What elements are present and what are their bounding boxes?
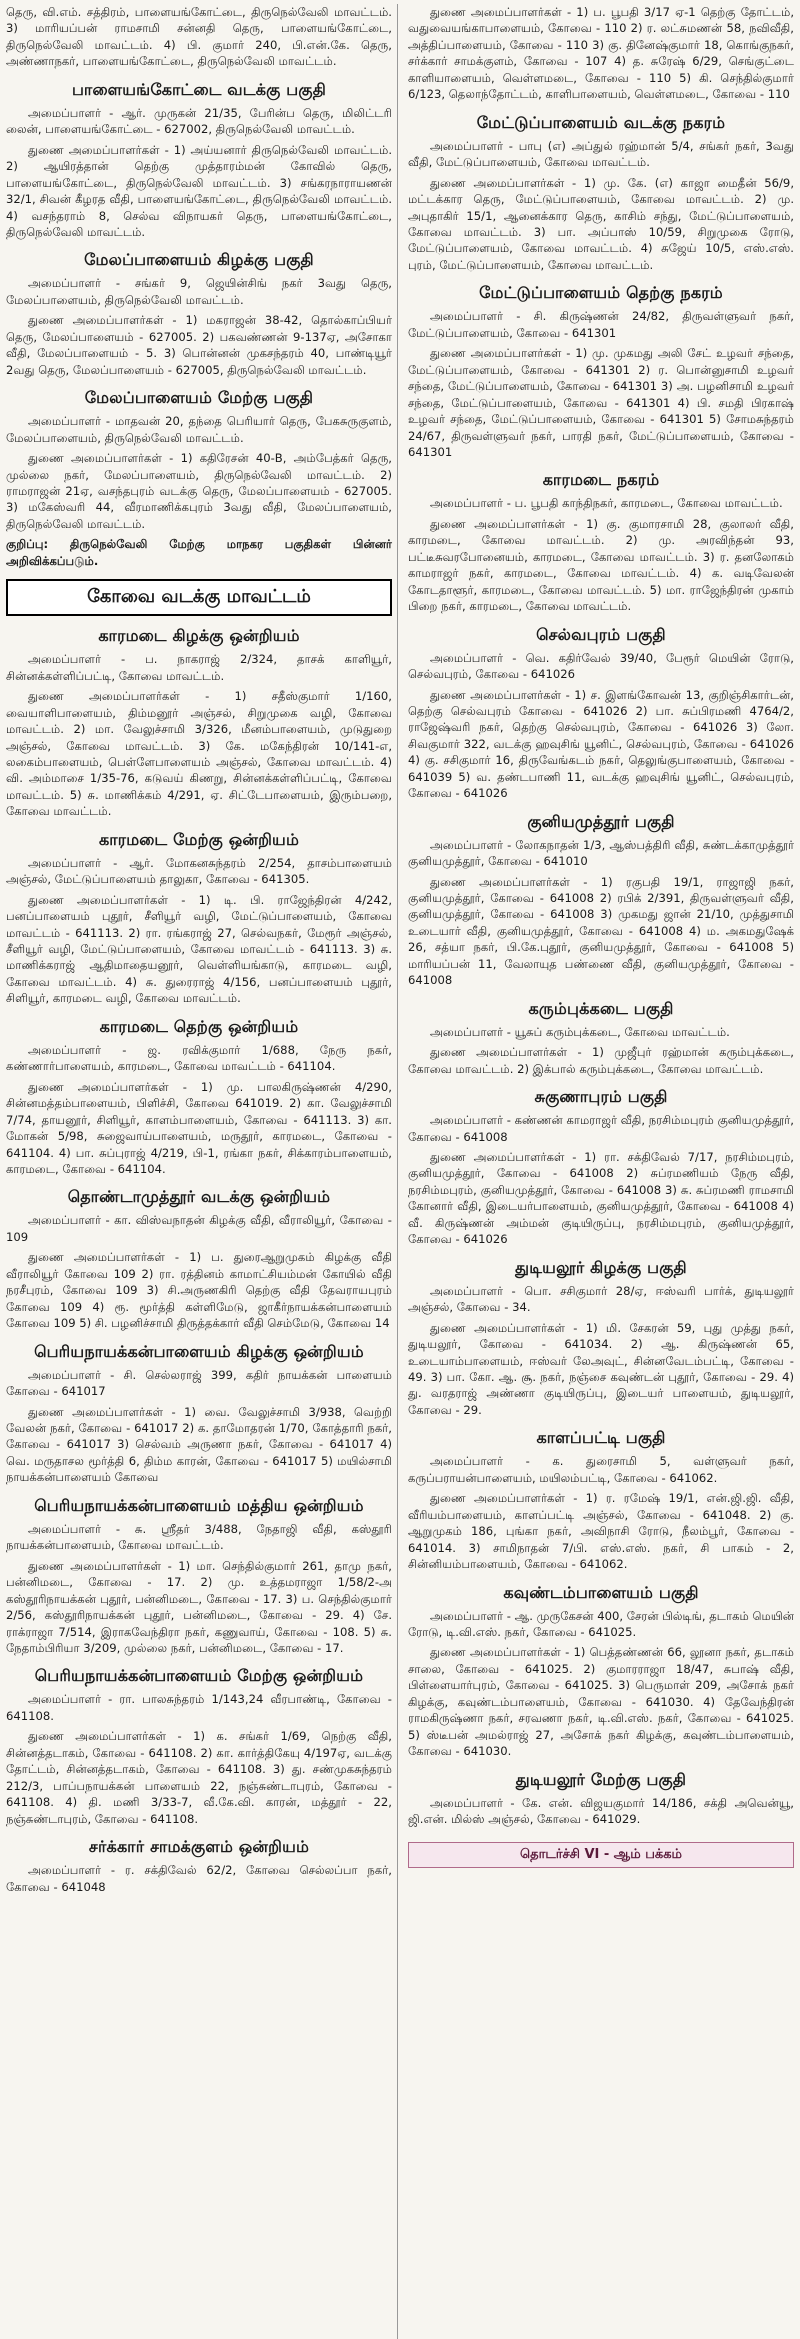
section-heading: பெரியநாயக்கன்பாளையம் கிழக்கு ஒன்றியம் (34, 1341, 364, 1361)
section-heading: குனியமுத்தூர் பகுதி (527, 811, 675, 831)
deputy-organizers-paragraph: துணை அமைப்பாளர்கள் - 1) ச. இளங்கோவன் 13, குறிஞ்சிகார்டன், தெற்கு செல்வபுரம் கோவை - 641026 2) பா. சுப்பிரமணி 4764/2, ராஜேஷ்வரி நகர், தெற்கு செல்வபுரம், கோவை - 641026 3) லோ. சிவகுமார் 322, வடக்கு ஹவுசிங் யூனிட், செல்வபுரம், கோவை - 641026 4) கு. சசிகுமார் 16, திருவேங்கடம் நகர், தெலுங்குபாளையம், கோவை - 641039 5) வ. தண்டபாணி 11, வடக்கு ஹவுசிங் யூனிட், செல்வபுரம், கோவை - 641026 (408, 687, 794, 801)
lead-paragraph: துணை அமைப்பாளர்கள் - 1) ப. பூபதி 3/17 ஏ-1 தெற்கு தோட்டம், வதுவையங்காபாளையம், கோவை - 110 2) ர. லட்சுமணன் 58, நவிவீதி, அத்திப்பாளையம், கோவை - 110 3) கு. தினேஷ்குமார் 18, கொங்குநகர், சர்க்கார் சாமக்குளம், கோவை - 107 4) த. சுரேஷ் 6/29, செங்குட்டை காளியாளையம், வெள்ளமடை, கோவை - 110 5) கி. செந்தில்குமார் 6/123, தெலாந்தோட்டம், காளிபாளையம், வெள்ளமடை, கோவை - 110 (408, 5, 794, 102)
organizer-paragraph: அமைப்பாளர் - ஆர். மோகனசுந்தரம் 2/254, தாசம்பாளையம் அஞ்சல், மேட்டுப்பாளையம் தாலுகா, கோவை - 641305. (6, 855, 392, 887)
deputy-organizers-paragraph: துணை அமைப்பாளர்கள் - 1) மா. செந்தில்குமார் 261, தாமு நகர், பன்னிமடை, கோவை - 17. 2) மு. உத்தமராஜா 1/58/2-அ கஸ்தூரிநாயக்கன் புதூர், பன்னிமடை, கோவை - 17. 3) ப. செந்தில்குமார் 2/56, கஸ்தூரிநாயக்கன் புதூர், பன்னிமடை, கோவை - 29. 4) சே. ராக்ராஜா 7/514, இராகவேந்திரா நகர், கணுவாய், கோவை - 108. 5) சு. நேதாம்பிரியா 3/209, முல்லை நகர், பன்னிமடை, கோவை - 17. (6, 1558, 392, 1655)
organizer-paragraph: அமைப்பாளர் - கண்ணன் காமராஜர் வீதி, நரசிம்மபுரம் குனியமுத்தூர், கோவை - 641008 (408, 1113, 794, 1144)
section-heading: மேலப்பாளையம் கிழக்கு பகுதி (84, 250, 314, 270)
organizer-paragraph: அமைப்பாளர் - ஆ. முருகேசன் 400, சேரன் பில்டிங், தடாகம் மெயின் ரோடு, டி.வி.எஸ். நகர், கோவை - 641025. (408, 1608, 794, 1639)
organizer-paragraph: அமைப்பாளர் - ப. பூபதி காந்திநகர், காரமடை, கோவை மாவட்டம். (430, 496, 783, 511)
section-heading: மேட்டுப்பாளையம் வடக்கு நகரம் (476, 112, 726, 132)
section-heading: காரமடை கிழக்கு ஒன்றியம் (98, 626, 300, 646)
deputy-organizers-paragraph: துணை அமைப்பாளர்கள் - 1) சதீஸ்குமார் 1/160, வையாளிபாளையம், திம்மனூர் அஞ்சல், சிறுமுகை வழி, கோவை மாவட்டம். 2) மா. வேலுச்சாமி 3/326, மீனம்பாளையம், முடுதுறை அஞ்சல், கோவை மாவட்டம். 3) கே. மகேந்திரன் 10/141-எ, லகைம்பாளையம், பெள்ளேபாளையம் அஞ்சல், கோவை மாவட்டம். 4) வி. அம்மாசை 1/35-76, கடுவய் கிணறு, சின்னக்கள்ளிப்பட்டி, கோவை மாவட்டம். 5) சு. மாணிக்கம் 4/291, ஏ. சிட்டேபாளையம், இரும்பறை, கோவை மாவட்டம். (6, 689, 392, 819)
deputy-organizers-paragraph: துணை அமைப்பாளர்கள் - 1) வை. வேலுச்சாமி 3/938, வெற்றி வேலன் நகர், கோவை - 641017 2) க. தாமோதரன் 1/70, கோத்தாரி நகர், கோவை - 641017 3) செல்வம் அருணா நகர், கோவை - 641017 4) வெ. மருதாசல மூர்த்தி 6, திம்ம காரன், கோவை - 641017 5) மயில்சாமி நாயக்கன்பாளையம் கோவை (6, 1404, 392, 1485)
deputy-organizers-paragraph: துணை அமைப்பாளர்கள் - 1) ரா. சக்திவேல் 7/17, நரசிம்மபுரம், குனியமுத்தூர், கோவை - 641008 2) சுப்ரமணியம் நேரு வீதி, நரசிம்மபுரம், குனியமுத்தூர், கோவை - 641008 3) சு. சுப்ரமணி ராமசாமி கோனார் வீதி, இடையர்பாளையம், குனியமுத்தூர், கோவை - 641008 4) வீ. கிருஷ்ணன் அம்மன் குடியிருப்பு, நரசிம்மபுரம், குனியமுத்தூர், கோவை - 641026 (408, 1150, 794, 1247)
section-heading: சுகுணாபுரம் பகுதி (534, 1087, 668, 1107)
organizer-paragraph: அமைப்பாளர் - சங்கர் 9, ஜெயின்சிங் நகர் 3வது தெரு, மேலப்பாளையம், திருநெல்வேலி மாவட்டம். (6, 276, 392, 307)
deputy-organizers-paragraph: துணை அமைப்பாளர்கள் - 1) டி. பி. ராஜேந்திரன் 4/242, பனப்பாளையம் புதூர், சீளியூர் வழி, மேட்டுப்பாளையம், கோவை மாவட்டம் - 641113. 2) ரா. ரங்கராஜ் 27, செல்வநகர், மேரூர் அஞ்சல், சீளியூர் வழி, மேட்டுப்பாளையம், கோவை மாவட்டம் - 641113. 3) சு. மாணிக்கராஜ் ஆதிமாதையனூர், வெள்ளியங்காடு, காரமடை வழி, கோவை மாவட்டம். 4) சு. துரைராஜ் 4/156, பனப்பாளையம் புதூர், சிளியூர், காரமடை வழி, கோவை மாவட்டம். (6, 892, 392, 1006)
section-heading: பெரியநாயக்கன்பாளையம் மத்திய ஒன்றியம் (34, 1495, 364, 1515)
right-column (408, 4, 794, 2339)
deputy-organizers-paragraph: துணை அமைப்பாளர்கள் - 1) மு. கே. (எ) காஜா மைதீன் 56/9, மட்டக்கார தெரு, மேட்டுப்பாளையம், கோவை மாவட்டம். 2) மு. அபுதாகிர் 15/1, ஆனைக்கார தெரு, காசிம் சந்து, மேட்டுப்பாளையம், கோவை மாவட்டம். 3) பா. அப்பாஸ் 10/59, சிறுமுகை ரோடு, மேட்டுப்பாளையம், கோவை மாவட்டம். 4) சுஜேய் 10/5, எஸ்.எஸ். புரம், மேட்டுப்பாளையம், கோவை மாவட்டம். (408, 175, 794, 272)
section-heading: கவுண்டம்பாளையம் பகுதி (503, 1582, 699, 1602)
section-heading: கரும்புக்கடை பகுதி (528, 998, 674, 1018)
note-paragraph: குறிப்பு: திருநெல்வேலி மேற்கு மாநகர பகுதிகள் பின்னர் அறிவிக்கப்படும். (6, 537, 392, 568)
deputy-organizers-paragraph: துணை அமைப்பாளர்கள் - 1) மகராஜன் 38-42, தொல்காப்பியர் தெரு, மேலப்பாளையம் - 627005. 2) பகவண்ணன் 9-137ஏ, அசோகா வீதி, மேலப்பாளையம் - 5. 3) பொன்னன் முகசந்தரம் 40, பாண்டியூர் 2வது தெரு, மேலப்பாளையம் - 627005, திருநெல்வேலி மாவட்டம். (6, 313, 392, 377)
organizer-paragraph: அமைப்பாளர் - ஜ. ரவிக்குமார் 1/688, நேரு நகர், கண்ணார்பாளையம், காரமடை, கோவை மாவட்டம் - 641104. (6, 1042, 392, 1074)
deputy-organizers-paragraph: துணை அமைப்பாளர்கள் - 1) பெத்தண்ணன் 66, லூனா நகர், தடாகம் சாலை, கோவை - 641025. 2) குமாரராஜா 18/47, சுபாஷ் வீதி, பிள்ளையார்புரம், கோவை - 641025. 3) பெருமாள் 209, அசோக் நகர் கிழக்கு, கவுண்டம்பாளையம், கோவை - 641030. 4) தேவேந்திரன் ராமகிருஷ்ணா நகர், சரவணா நகர், டி.வி.எஸ். நகர், கோவை - 641025. 5) ஸ்டீபன் அமல்ராஜ் 27, அசோக் நகர் கிழக்கு, கவுண்டம்பாளையம், கோவை - 641030. (408, 1645, 794, 1759)
organizer-paragraph: அமைப்பாளர் - லோகநாதன் 1/3, ஆஸ்பத்திரி வீதி, சுண்டக்காமுத்தூர் குனியமுத்தூர், கோவை - 641010 (408, 837, 794, 869)
deputy-organizers-paragraph: துணை அமைப்பாளர்கள் - 1) ரகுபதி 19/1, ராஜாஜி நகர், குனியமுத்தூர், கோவை - 641008 2) ரபிக் 2/391, திருவள்ளுவர் வீதி, குனியமுத்தூர், கோவை - 641008 3) முகமது ஜான் 21/10, முத்துசாமி உடையார் வீதி, குனியமுத்தூர், கோவை - 641008 4) ம. அகமதுஷேக் 26, சத்யா நகர், பி.கே.புதூர், குனியமுத்தூர், கோவை - 641008 5) மாரியப்பன் 11, வேலாயுத பண்ணை வீதி, குனியமுத்தூர், கோவை - 641008 (408, 874, 794, 988)
deputy-organizers-paragraph: துணை அமைப்பாளர்கள் - 1) கு. குமாரசாமி 28, குலாலர் வீதி, காரமடை, கோவை மாவட்டம். 2) மு. அரவிந்தன் 93, பட்டீசுவரபோனையம், காரமடை, கோவை மாவட்டம். 3) ர. தனலோகம் காமராஜர் நகர், காரமடை, கோவை மாவட்டம். 4) க. வடிவேலன் கோடதாளூர், காரமடை, கோவை மாவட்டம். 5) மா. ராஜேந்திரன் முகாம் பிறை நகர், காரமடை, கோவை மாவட்டம். (408, 516, 794, 614)
organizer-paragraph: அமைப்பாளர் - க. துரைசாமி 5, வள்ளுவர் நகர், கருப்பராயன்பாளையம், மயிலம்பட்டி, கோவை - 641062. (408, 1454, 794, 1485)
section-heading: பெரியநாயக்கன்பாளையம் மேற்கு ஒன்றியம் (34, 1666, 364, 1686)
section-heading: காளப்பட்டி பகுதி (536, 1428, 666, 1448)
organizer-paragraph: அமைப்பாளர் - மாதவன் 20, தந்தை பெரியார் தெரு, பேகசுருகுளம், மேலப்பாளையம், திருநெல்வேலி மாவட்டம். (6, 414, 392, 445)
section-heading: காரமடை தெற்கு ஒன்றியம் (99, 1016, 299, 1036)
organizer-paragraph: அமைப்பாளர் - ப. நாகராஜ் 2/324, தாசக் காளியூர், சின்னக்கள்ளிப்பட்டி, கோவை மாவட்டம். (6, 652, 392, 683)
organizer-paragraph: அமைப்பாளர் - யூசுப் கரும்புக்கடை, கோவை மாவட்டம். (430, 1024, 730, 1039)
section-heading: துடியலூர் கிழக்கு பகுதி (515, 1257, 687, 1277)
section-heading: மேட்டுப்பாளையம் தெற்கு நகரம் (479, 283, 723, 303)
section-heading: பாளையங்கோட்டை வடக்கு பகுதி (71, 79, 327, 99)
lead-paragraph: தெரு, வி.எம். சத்திரம், பாளையங்கோட்டை, திருநெல்வேலி மாவட்டம். 3) மாரியப்பன் ராமசாமி சன்னதி தெரு, பாளையங்கோட்டை, திருநெல்வேலி மாவட்டம். 4) பி. குமார் 240, பி.என்.கே. தெரு, அண்ணாநகர், பாளையங்கோட்டை, திருநெல்வேலி மாவட்டம். (6, 5, 392, 69)
district-title-box: கோவை வடக்கு மாவட்டம் (6, 579, 392, 616)
organizer-paragraph: அமைப்பாளர் - ஆர். முருகன் 21/35, பேரின்ப தெரு, மிலிட்டரி லைன், பாளையங்கோட்டை - 627002, திருநெல்வேலி மாவட்டம். (6, 105, 392, 137)
section-heading: சர்க்கார் சாமக்குளம் ஒன்றியம் (88, 1837, 310, 1857)
organizer-paragraph: அமைப்பாளர் - பொ. சசிகுமார் 28/ஏ, ஈஸ்வரி பார்க், துடியலூர் அஞ்சல், கோவை - 34. (408, 1283, 794, 1315)
deputy-organizers-paragraph: துணை அமைப்பாளர்கள் - 1) ப. துரைஆறுமுகம் கிழக்கு வீதி வீராலியூர் கோவை 109 2) ரா. ரத்தினம் காமாட்சியம்மன் கோயில் வீதி நரசீபுரம், கோவை 109 3) சி.அருணகிரி தெற்கு வீதி தேவராயபுரம் கோவை 109 4) ரூ. மூர்த்தி கள்ளிமேடு, ஜாகீர்நாயக்கன்பாளையம் கோவை 109 5) சி. பழனிச்சாமி திருத்தக்கார் வீதி செம்மேடு, கோவை 14 (6, 1250, 392, 1331)
section-heading: காரமடை மேற்கு ஒன்றியம் (98, 829, 300, 849)
organizer-paragraph: அமைப்பாளர் - சி. கிருஷ்ணன் 24/82, திருவள்ளுவர் நகர், மேட்டுப்பாளையம், கோவை - 641301 (408, 309, 794, 340)
deputy-organizers-paragraph: துணை அமைப்பாளர்கள் - 1) மு. பாலகிருஷ்ணன் 4/290, சின்னமத்தம்பாளையம், பிளிச்சி, கோவை 641019. 2) கா. வேலுச்சாமி 7/74, தாயனூர், சிளியூர், காளம்பாளையம், கோவை - 641113. 3) கா. மோகன் 5/98, சுஜைவாய்பாளையம், மருதூர், காரமடை, கோவை - 641104. 4) பா. சுப்புராஜ் 4/219, பி-1, ரங்கா நகர், சிக்காரம்பாளையம், காரமடை, கோவை - 641104. (6, 1079, 392, 1177)
organizer-paragraph: அமைப்பாளர் - வெ. கதிர்வேல் 39/40, பேரூர் மெயின் ரோடு, செல்வபுரம், கோவை - 641026 (408, 650, 794, 682)
section-heading: துடியலூர் மேற்கு பகுதி (515, 1769, 687, 1789)
section-heading: மேலப்பாளையம் மேற்கு பகுதி (84, 388, 314, 408)
organizer-paragraph: அமைப்பாளர் - ர. சக்திவேல் 62/2, கோவை செல்லப்பா நகர், கோவை - 641048 (6, 1863, 392, 1894)
organizer-paragraph: அமைப்பாளர் - ரா. பாலசுந்தரம் 1/143,24 வீரபாண்டி, கோவை - 641108. (6, 1692, 392, 1723)
section-heading: காரமடை நகரம் (542, 470, 660, 490)
deputy-organizers-paragraph: துணை அமைப்பாளர்கள் - 1) க. சங்கர் 1/69, நெற்கு வீதி, சின்னத்தடாகம், கோவை - 641108. 2) கா. கார்த்திகேயு 4/197ஏ, வடக்கு தோட்டம், சின்னத்தடாகம், கோவை - 641108. 3) து. சண்முகசுந்தரம் 212/3, பாப்பநாயக்கன் பாளையம் 22, நஞ்சுண்டாபுரம், கோவை - 641108. 4) தி. மணி 3/33-7, வீ.கே.வி. காரன், மத்தூர் - 22, நஞ்சுண்டாபுரம், கோவை - 641108. (6, 1729, 392, 1826)
continued-on-page-box: தொடர்ச்சி VI - ஆம் பக்கம் (408, 1842, 794, 1868)
deputy-organizers-paragraph: துணை அமைப்பாளர்கள் - 1) மு. முகமது அலி சேட் உழவர் சந்தை, மேட்டுப்பாளையம், கோவை - 641301 2) ர. பொன்னுசாமி உழவர் சந்தை, மேட்டுப்பாளையம், கோவை - 641301 3) அ. பழனிசாமி உழவர் சந்தை, மேட்டுப்பாளையம், கோவை - 641301 4) பி. சமதி பிரகாஷ் உழவர் சந்தை, மேட்டுப்பாளையம், கோவை - 641301 5) சோமசுந்தரம் 24/67, திருவள்ளுவர் நகர், பாரதி நகர், மேட்டுப்பாளையம், கோவை - 641301 (408, 346, 794, 459)
organizer-paragraph: அமைப்பாளர் - கே. என். விஜயகுமார் 14/186, சக்தி அவென்யூ, ஜி.என். மில்ஸ் அஞ்சல், கோவை - 641029. (408, 1795, 794, 1827)
organizer-paragraph: அமைப்பாளர் - சு. ஸ்ரீதர் 3/488, நேதாஜி வீதி, கஸ்தூரி நாயக்கன்பாளையம், கோவை மாவட்டம். (6, 1521, 392, 1553)
deputy-organizers-paragraph: துணை அமைப்பாளர்கள் - 1) கதிரேசன் 40-B, அம்பேத்கர் தெரு, முல்லை நகர், மேலப்பாளையம், திருநெல்வேலி மாவட்டம். 2) ராமராஜன் 21ஏ, வசந்தபுரம் வடக்கு தெரு, மேலப்பாளையம் - 627005. 3) மகேஸ்வரி 44, வீரமாணிக்கபுரம் 3வது வீதி, மேலப்பாளையம், திருநெல்வேலி மாவட்டம். (6, 451, 392, 531)
deputy-organizers-paragraph: துணை அமைப்பாளர்கள் - 1) மி. சேகரன் 59, புது முத்து நகர், துடியலூர், கோவை - 641034. 2) ஆ. கிருஷ்ணன் 65, உடையாம்பாளையம், ஈஸ்வர் லேஅவுட், சின்னவேடம்பட்டி, கோவை - 49. 3) பா. கோ. ஆ. சூ. நகர், நஞ்சை கவுண்டன் புதூர், கோவை - 29. 4) து. வரதராஜ் அண்ணா குடியிருப்பு, இடையர் பாளையம், துடியலூர், கோவை - 29. (408, 1320, 794, 1417)
organizer-paragraph: அமைப்பாளர் - பாபு (எ) அப்துல் ரஹ்மான் 5/4, சங்கர் நகர், 3வது வீதி, மேட்டுப்பாளையம், கோவை மாவட்டம். (408, 138, 794, 170)
left-column (6, 4, 398, 2339)
section-heading: தொண்டாமுத்தூர் வடக்கு ஒன்றியம் (67, 1187, 331, 1207)
organizer-paragraph: அமைப்பாளர் - சி. செல்லராஜ் 399, கதிர் நாயக்கன் பாளையம் கோவை - 641017 (6, 1367, 392, 1399)
deputy-organizers-paragraph: துணை அமைப்பாளர்கள் - 1) முஜீபுர் ரஹ்மான் கரும்புக்கடை, கோவை மாவட்டம். 2) இக்பால் கரும்புக்கடை, கோவை மாவட்டம். (408, 1045, 794, 1076)
section-heading: செல்வபுரம் பகுதி (536, 624, 666, 644)
deputy-organizers-paragraph: துணை அமைப்பாளர்கள் - 1) அய்யனார் திருநெல்வேலி மாவட்டம். 2) ஆயிரத்தான் தெற்கு முத்தாரம்மன் கோவில் தெரு, பாளையங்கோட்டை, திருநெல்வேலி மாவட்டம். 3) சங்கரநாராயணன் 32/1, சிவன் கீழரத வீதி, பாளையங்கோட்டை, திருநெல்வேலி மாவட்டம். 4) வசந்தராம் 8, செல்வ விநாயகர் தெரு, பாளையங்கோட்டை, திருநெல்வேலி மாவட்டம். (6, 142, 392, 239)
deputy-organizers-paragraph: துணை அமைப்பாளர்கள் - 1) ர. ரமேஷ் 19/1, என்.ஜி.ஜி. வீதி, வீரியம்பாளையம், காளப்பட்டி அஞ்சல், கோவை - 641048. 2) கு. ஆறுமுகம் 186, புங்கா நகர், அவிநாசி ரோடு, நீலம்பூர், கோவை - 641014. 3) சாமிநாதன் 7/பி. எஸ்.எஸ். நகர், சி பாகம் - 2, சின்னியம்பாளையம், கோவை - 641062. (408, 1491, 794, 1572)
organizer-paragraph: அமைப்பாளர் - கா. விஸ்வநாதன் கிழக்கு வீதி, வீராலியூர், கோவை - 109 (6, 1213, 392, 1244)
